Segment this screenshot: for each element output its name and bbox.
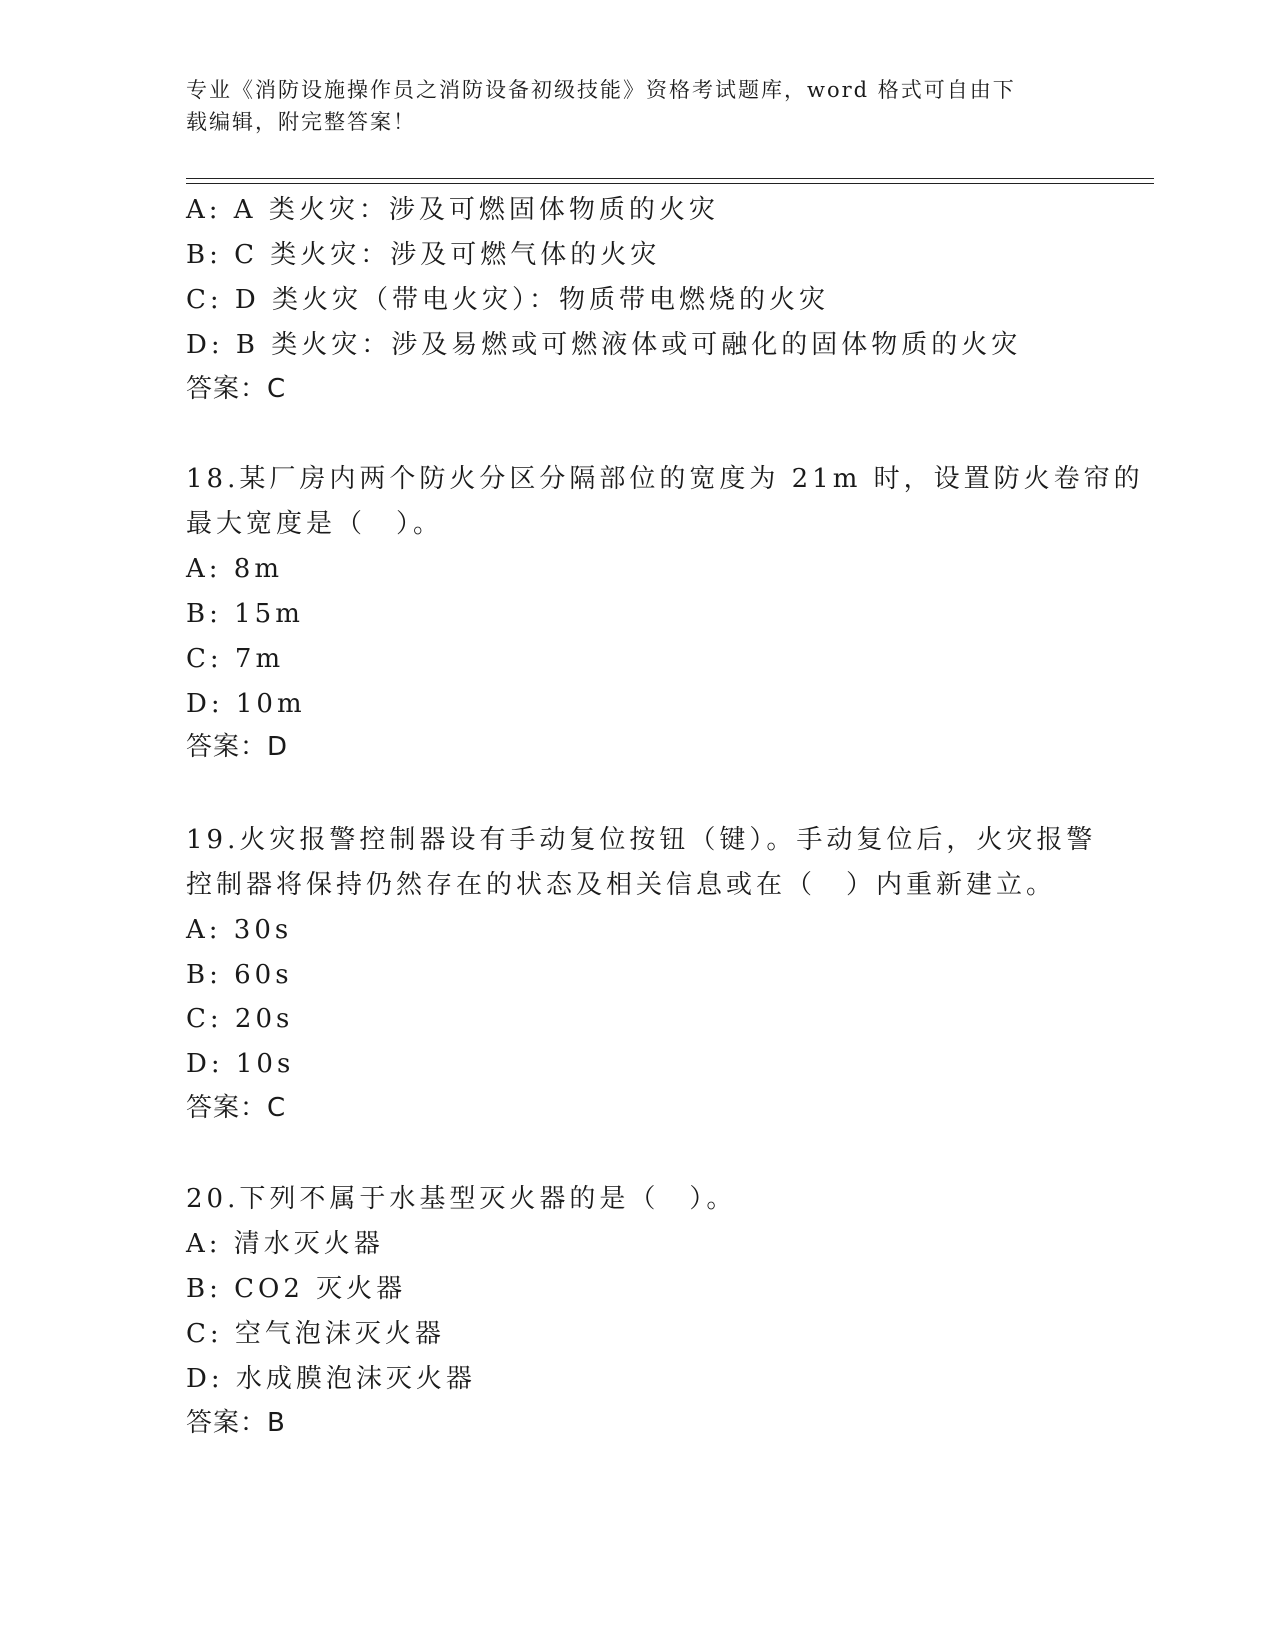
q20-option-a: A: 清水灭火器 [186, 1229, 384, 1259]
q17-option-c: C: D 类火灾（带电火灾）：物质带电燃烧的火灾 [186, 285, 830, 315]
q17-option-b: B: C 类火灾：涉及可燃气体的火灾 [186, 240, 661, 270]
q18-option-c: C: 7m [186, 644, 285, 674]
q19-option-b: B: 60s [186, 960, 293, 990]
q20-answer: 答案：B [186, 1408, 286, 1438]
q19-answer: 答案：C [186, 1093, 287, 1123]
header-divider-bottom [186, 183, 1154, 184]
header-intro-line-1: 专业《消防设施操作员之消防设备初级技能》资格考试题库，word 格式可自由下 [186, 78, 1016, 102]
q20-option-d: D: 水成膜泡沫灭火器 [186, 1364, 476, 1394]
header-intro-line-2: 载编辑，附完整答案！ [186, 110, 416, 134]
header-divider-top [186, 178, 1154, 179]
q19-option-a: A: 30s [186, 915, 293, 945]
q20-option-b: B: CO2 灭火器 [186, 1274, 407, 1304]
q20-stem-line-1: 20.下列不属于水基型灭火器的是（ ）。 [186, 1184, 737, 1214]
q18-option-a: A: 8m [186, 554, 283, 584]
q17-answer: 答案：C [186, 374, 287, 404]
q18-option-b: B: 15m [186, 599, 304, 629]
q17-option-a: A: A 类火灾：涉及可燃固体物质的火灾 [186, 195, 719, 225]
q18-stem-line-1: 18.某厂房内两个防火分区分隔部位的宽度为 21m 时，设置防火卷帘的 [186, 464, 1144, 494]
document-header-note [186, 74, 1086, 138]
q18-answer: 答案：D [186, 732, 289, 762]
q18-option-d: D: 10m [186, 689, 306, 719]
q19-stem-line-2: 控制器将保持仍然存在的状态及相关信息或在（ ）内重新建立。 [186, 870, 1057, 900]
q18-stem-line-2: 最大宽度是（ ）。 [186, 509, 444, 539]
q17-option-d: D: B 类火灾：涉及易燃或可燃液体或可融化的固体物质的火灾 [186, 330, 1022, 360]
q19-option-d: D: 10s [186, 1049, 295, 1079]
q19-option-c: C: 20s [186, 1004, 294, 1034]
q19-stem-line-1: 19.火灾报警控制器设有手动复位按钮（键）。手动复位后，火灾报警 [186, 825, 1097, 855]
q20-option-c: C: 空气泡沫灭火器 [186, 1319, 445, 1349]
